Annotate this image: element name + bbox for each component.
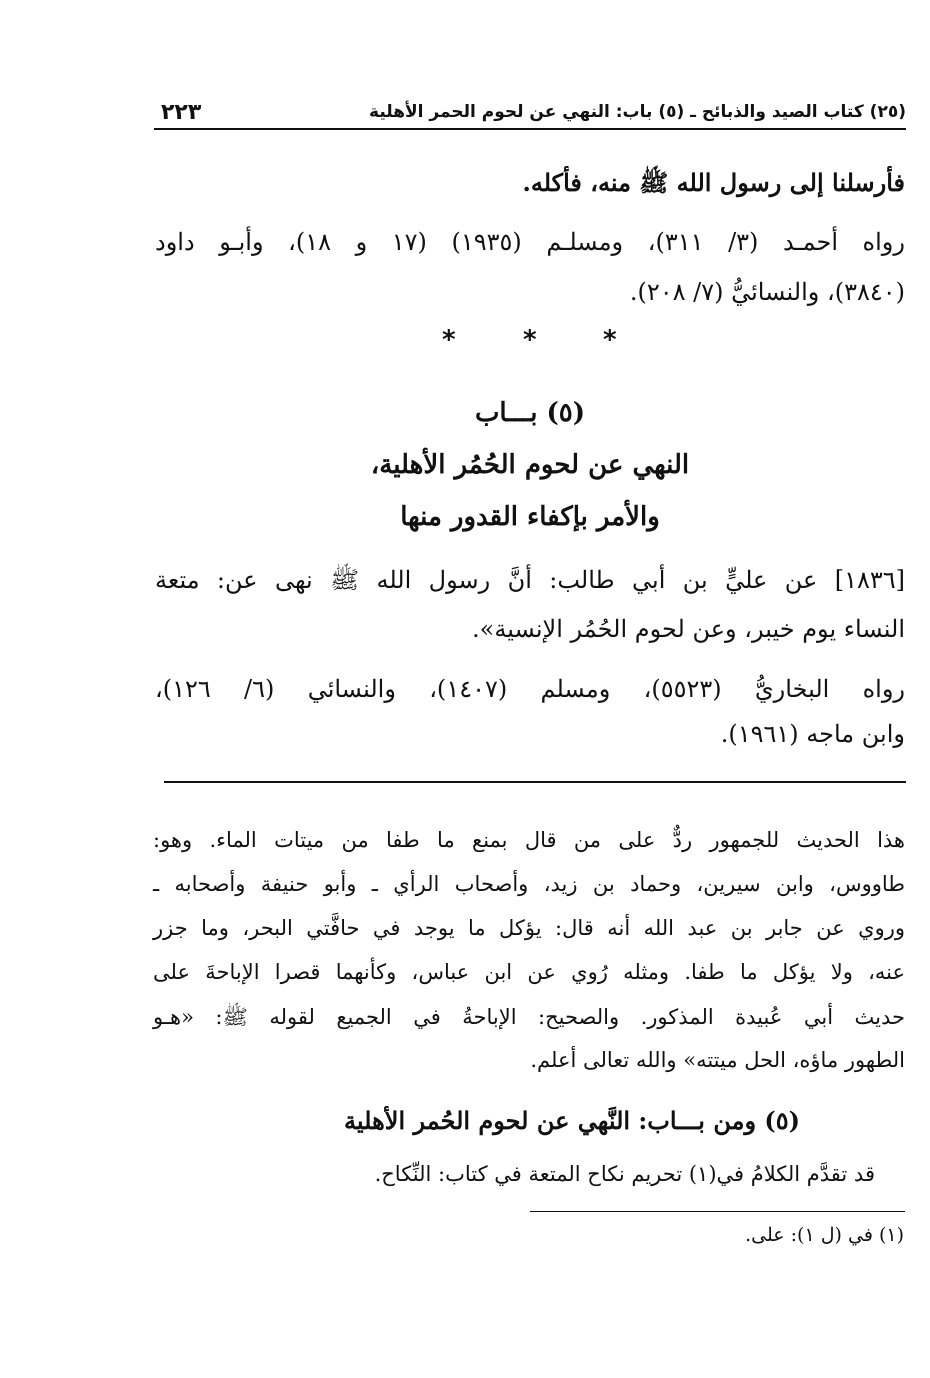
footnote-rule: [530, 1211, 905, 1212]
commentary-line: طاووس، وابن سيرين، وحماد بن زيد، وأصحاب الرأي ـ وأبو حنيفة وأصحابه ـ: [153, 872, 905, 896]
chapter-title: النهي عن لحوم الحُمُر الأهلية،: [370, 450, 690, 480]
commentary-heading: (٥) ومن بـــاب: النَّهي عن لحوم الحُمر الأهلية: [344, 1106, 800, 1135]
reference-line: رواه أحمـد (٣/ ٣١١)، ومسلـم (١٩٣٥) (١٧ و ١٨)، وأبـو داود: [155, 228, 905, 256]
hadith-continuation: فأرسلنا إلى رسول الله ﷺ منه، فأكله.: [522, 168, 905, 197]
footnote: (١) في (ل ١): على.: [745, 1224, 904, 1246]
reference-line: (٣٨٤٠)، والنسائيُّ (٧/ ٢٠٨).: [629, 278, 905, 306]
hadith-text: النساء يوم خيبر، وعن لحوم الحُمُر الإنسية».: [472, 615, 905, 643]
commentary-line: قد تقدَّم الكلامُ في(١) تحريم نكاح المتعة في كتاب: النِّكاح.: [374, 1162, 875, 1186]
chapter-subtitle: والأمر بإكفاء القدور منها: [400, 502, 660, 532]
commentary-line: هذا الحديث للجمهور ردٌّ على من قال بمنع ما طفا من ميتات الماء. وهو:: [153, 828, 905, 852]
separator-star: *: [442, 325, 456, 355]
hadith-text: [١٨٣٦] عن عليٍّ بن أبي طالب: أنَّ رسول الله ﷺ نهى عن: متعة: [155, 566, 905, 594]
commentary-separator-rule: [164, 781, 906, 783]
section-separator: [420, 325, 650, 355]
header-rule: [154, 128, 906, 130]
commentary-line: عنه، ولا يؤكل ما طفا. ومثله رُوي عن ابن عباس، وكأنهما قصرا الإباحةَ على: [153, 960, 905, 984]
chapter-number: (٥) بـــاب: [474, 398, 586, 428]
header-title: (٢٥) كتاب الصيد والذبائح ـ (٥) باب: النهي عن لحوم الحمر الأهلية: [369, 102, 906, 122]
separator-star: *: [523, 325, 537, 355]
reference-line: وابن ماجه (١٩٦١).: [720, 720, 905, 748]
reference-line: رواه البخاريُّ (٥٥٢٣)، ومسلم (١٤٠٧)، والنسائي (٦/ ١٢٦)،: [155, 675, 905, 703]
running-header: [157, 100, 906, 128]
commentary-line: الطهور ماؤه، الحل ميتته» والله تعالى أعلم.: [530, 1048, 905, 1072]
commentary-line: وروي عن جابر بن عبد الله أنه قال: يؤكل ما يوجد في حافَّتي البحر، وما جزر: [153, 916, 905, 940]
page-number: ٢٢٣: [161, 100, 202, 125]
commentary-line: حديث أبي عُبيدة المذكور. والصحيح: الإباحةُ في الجميع لقوله ﷺ: «هـو: [153, 1005, 905, 1029]
separator-star: *: [603, 325, 617, 355]
